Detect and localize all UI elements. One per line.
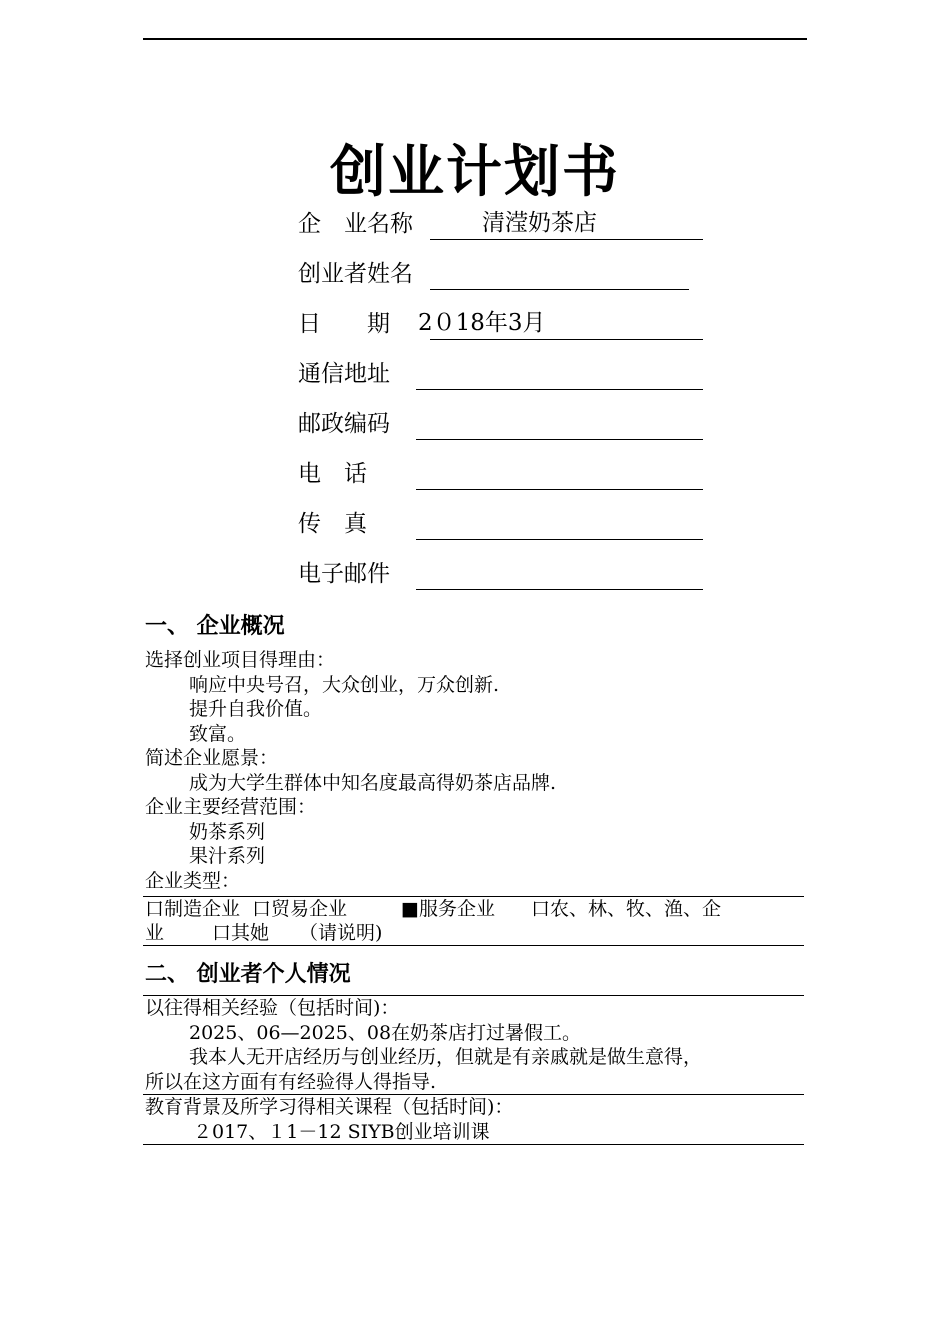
section-1-body [145, 648, 805, 893]
education-item: ２017、１1－12 SIYB创业培训课 [193, 1120, 490, 1143]
phone-label: 电 话 [298, 461, 367, 487]
enterprise-type-options-line2 [145, 921, 805, 946]
experience-label: 以往得相关经验（包括时间)： [145, 997, 400, 1019]
scope-item: 奶茶系列 [189, 820, 266, 843]
type-option-service: ■服务企业 [401, 898, 495, 920]
section-2-heading: 二、 创业者个人情况 [145, 962, 351, 987]
reason-label: 选择创业项目得理由： [145, 649, 336, 671]
enterprise-type-options [145, 897, 805, 922]
date-text: 2０18年3月 [418, 310, 546, 336]
company-name-value [430, 207, 703, 240]
email-field [298, 557, 390, 591]
type-option-other: 口其她 [212, 922, 270, 944]
header-rule [143, 38, 807, 40]
reason-item: 提升自我价值。 [189, 698, 323, 720]
address-label: 通信地址 [298, 361, 390, 387]
address-field [298, 357, 390, 391]
type-option-manufacturing: 口制造企业 [145, 898, 241, 920]
experience-item: 2025、06—2025、08在奶茶店打过暑假工。 [189, 1021, 582, 1044]
company-name-field [298, 207, 413, 241]
experience-item: 我本人无开店经历与创业经历，但就是有亲戚就是做生意得， [189, 1046, 703, 1068]
founder-name-field [298, 257, 413, 291]
vision-text: 成为大学生群体中知名度最高得奶茶店品牌. [189, 771, 557, 794]
company-name-label: 企 业名称 [298, 211, 413, 237]
fax-field [298, 507, 367, 541]
founder-name-label: 创业者姓名 [298, 261, 413, 287]
postcode-value [416, 407, 703, 440]
date-value [418, 307, 703, 339]
postcode-field [298, 407, 390, 441]
reason-item: 响应中央号召，大众创业，万众创新. [189, 673, 500, 696]
type-option-agriculture-cont: 业 [145, 922, 165, 944]
education-bottom-rule [143, 1144, 804, 1145]
fax-value [416, 507, 703, 540]
document-title: 创业计划书 [330, 140, 620, 205]
education-label: 教育背景及所学习得相关课程（包括时间)： [145, 1096, 514, 1118]
scope-label: 企业主要经营范围： [145, 796, 317, 818]
type-label: 企业类型： [145, 869, 241, 892]
address-value [416, 357, 703, 390]
phone-field [298, 457, 367, 491]
postcode-label: 邮政编码 [298, 411, 390, 437]
experience-block [145, 996, 805, 1094]
phone-value [416, 457, 703, 490]
email-label: 电子邮件 [298, 561, 390, 587]
reason-item: 致富。 [189, 722, 247, 745]
type-bottom-rule [143, 945, 804, 946]
scope-item: 果汁系列 [189, 845, 266, 867]
vision-label: 简述企业愿景： [145, 747, 279, 769]
section-1-heading: 一、 企业概况 [145, 614, 285, 639]
date-label: 日 期 [298, 311, 390, 337]
type-option-agriculture: 口农、林、牧、渔、企 [530, 898, 721, 920]
education-block [145, 1095, 805, 1144]
company-name-text: 清滢奶茶店 [482, 210, 597, 236]
founder-name-value [430, 257, 689, 290]
email-value [416, 557, 703, 590]
type-option-other-note: （请说明) [299, 922, 383, 944]
fax-label: 传 真 [298, 511, 367, 537]
date-field [298, 307, 390, 341]
type-option-trade: 口贸易企业 [252, 898, 348, 920]
experience-item-cont: 所以在这方面有有经验得人得指导. [145, 1070, 437, 1093]
date-underline [430, 339, 703, 340]
